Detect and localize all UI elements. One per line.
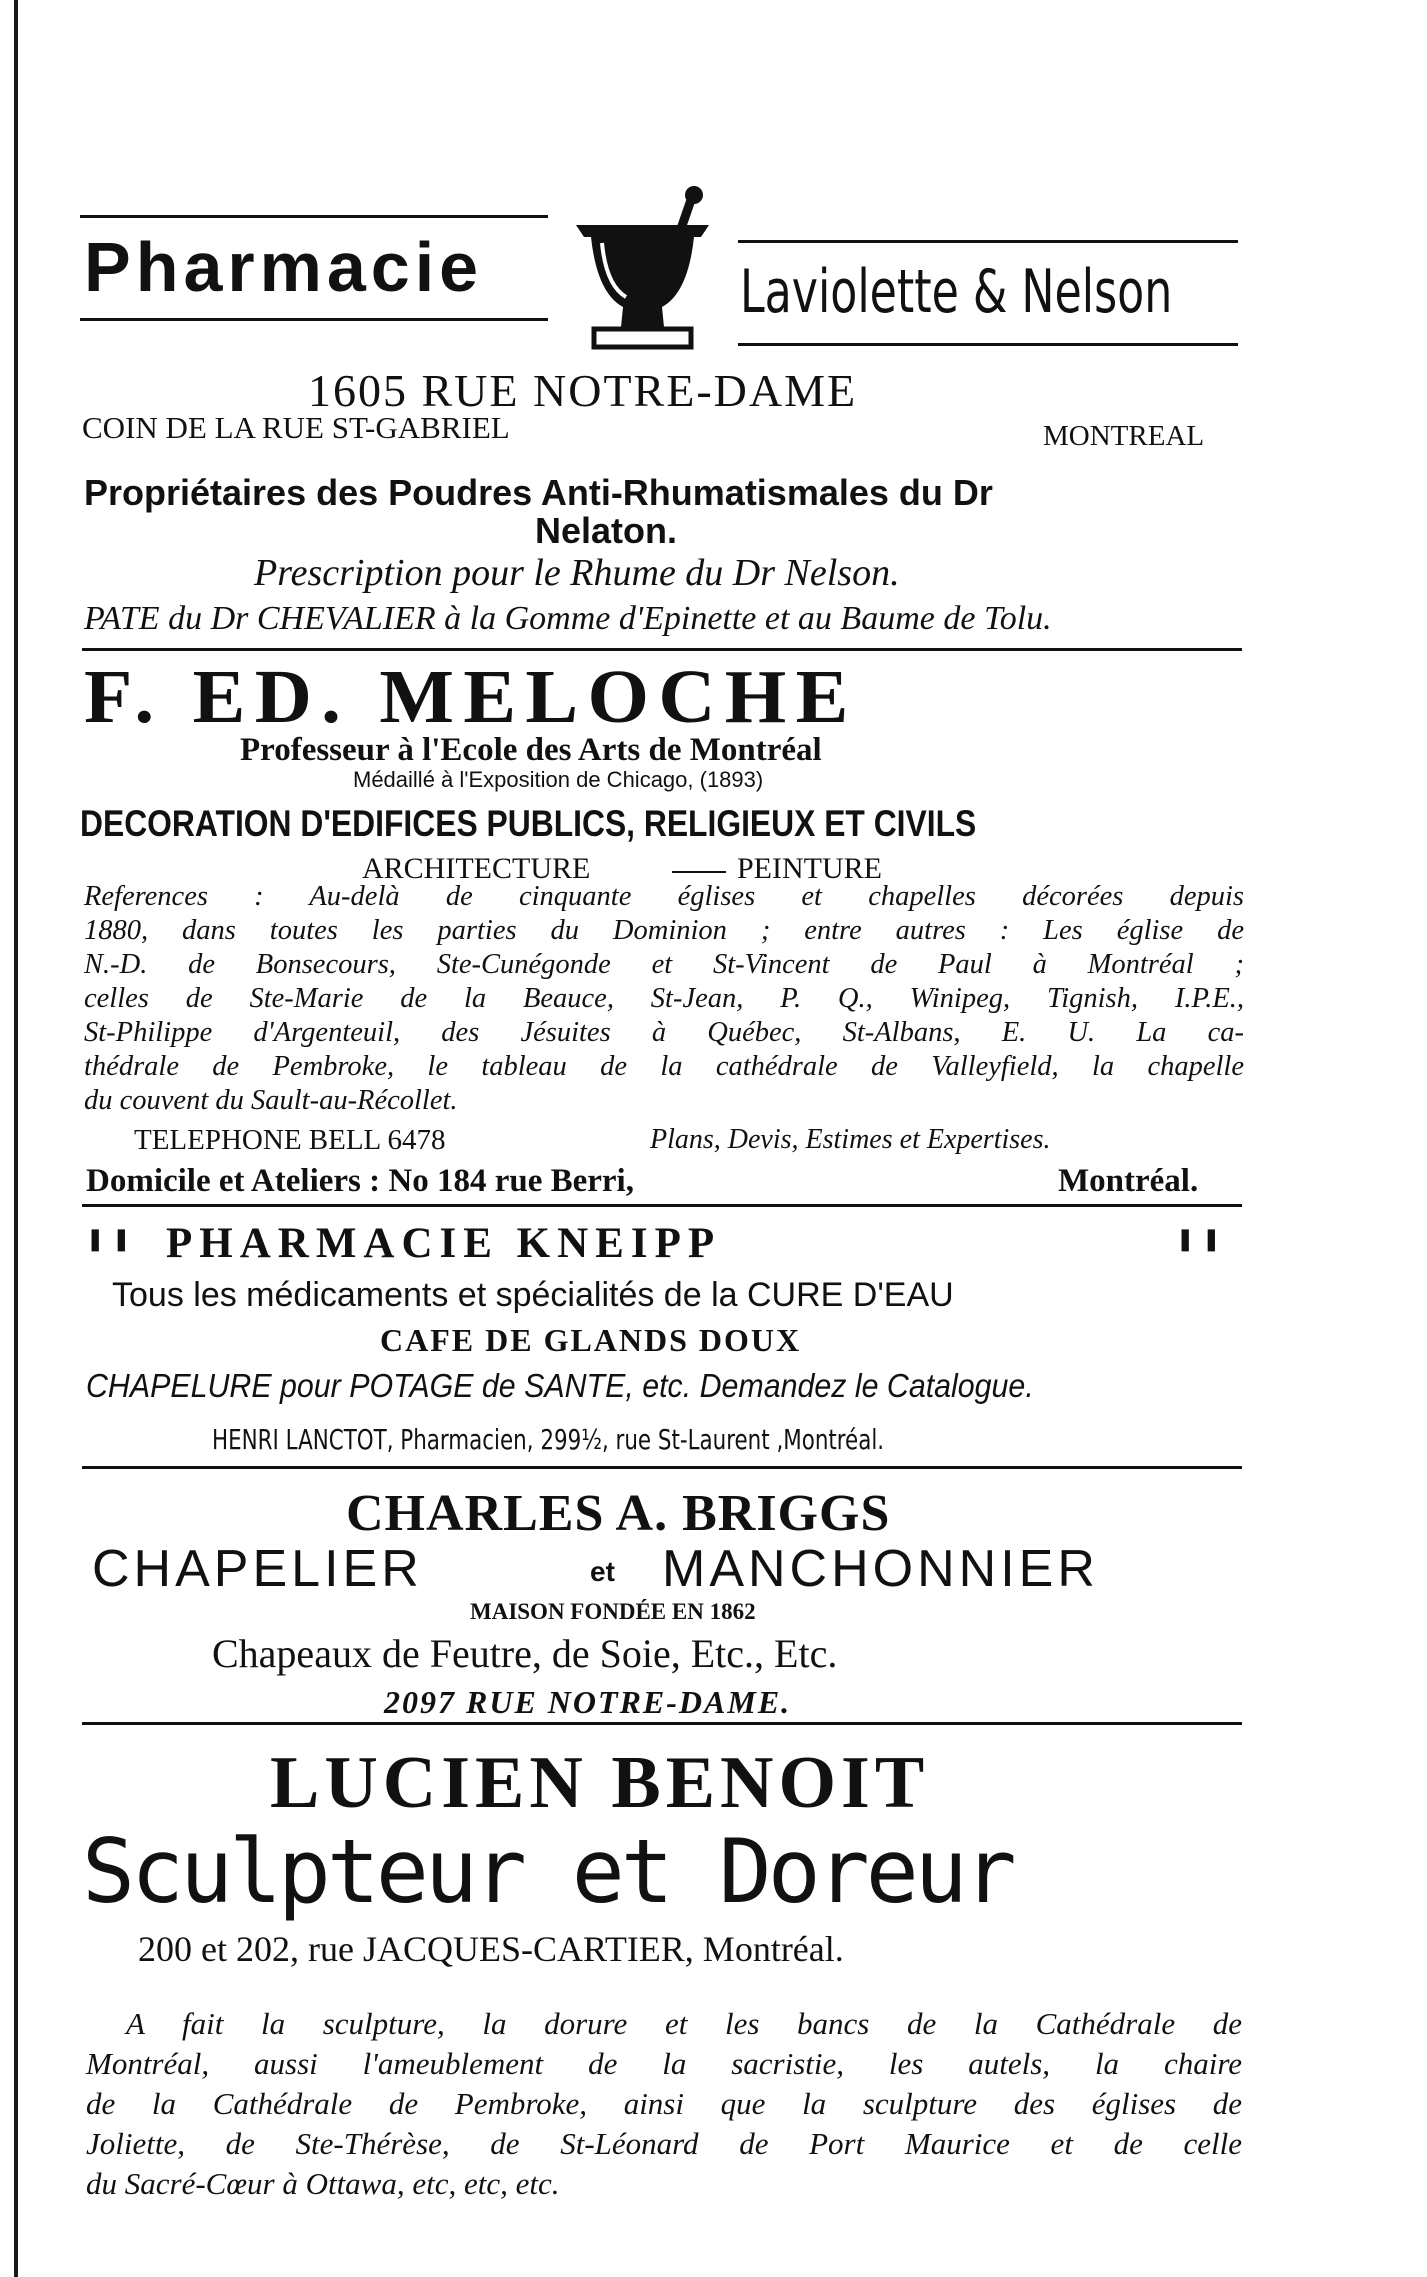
works-line: de la Cathédrale de Pembroke, ainsi que la sculpture des églises de [86, 2086, 1242, 2121]
separator-4 [82, 1722, 1242, 1725]
address-line: 1605 RUE NOTRE-DAME [308, 365, 858, 416]
works-line: du Sacré-Cœur à Ottawa, etc, etc, etc. [86, 2166, 560, 2201]
pate-line: PATE du Dr CHEVALIER à la Gomme d'Epinette et au Baume de Tolu. [84, 600, 1052, 637]
benoit-trade: Sculpteur et Doreur [82, 1820, 1013, 1923]
separator-3 [82, 1466, 1242, 1469]
reference-line: 1880, dans toutes les parties du Dominion ; entre autres : Les église de [84, 915, 1244, 946]
owners-line-1: Propriétaires des Poudres Anti-Rhumatismales du Dr [84, 472, 993, 513]
separator-2 [82, 1204, 1242, 1207]
telephone-line: TELEPHONE BELL 6478 [134, 1124, 446, 1156]
header-rule-right-bottom [738, 343, 1238, 346]
benoit-address: 200 et 202, rue JACQUES-CARTIER, Montréal. [138, 1929, 844, 1969]
owners-line-2: Nelaton. [535, 510, 678, 551]
firm-name: Laviolette & Nelson [740, 257, 1173, 327]
kneipp-line-4: HENRI LANCTOT, Pharmacien, 299½, rue St-Laurent ,Montréal. [212, 1423, 885, 1456]
kneipp-line-3: CHAPELURE pour POTAGE de SANTE, etc. Demandez le Catalogue. [86, 1367, 1034, 1404]
kneipp-ornament-left: ❚ ❚ [86, 1227, 131, 1252]
briggs-goods: Chapeaux de Feutre, de Soie, Etc., Etc. [212, 1631, 838, 1676]
mortar-and-pestle-icon [570, 185, 715, 365]
works-line: Joliette, de Ste-Thérèse, de St-Léonard de Port Maurice et de celle [86, 2126, 1242, 2161]
reference-line: celles de Ste-Marie de la Beauce, St-Jean, P. Q., Winipeg, Tignish, I.P.E., [84, 983, 1244, 1014]
services-line: Plans, Devis, Estimes et Expertises. [650, 1124, 1051, 1155]
city-line: MONTREAL [1043, 420, 1205, 452]
meloche-decoration: DECORATION D'EDIFICES PUBLICS, RELIGIEUX ET CIVILS [80, 803, 977, 844]
corner-line: COIN DE LA RUE ST-GABRIEL [82, 410, 510, 445]
arts-peinture: PEINTURE [737, 852, 882, 885]
works-line: Montréal, aussi l'ameublement de la sacristie, les autels, la chaire [86, 2046, 1242, 2081]
prescription-line: Prescription pour le Rhume du Dr Nelson. [254, 552, 900, 594]
reference-line: thédrale de Pembroke, le tableau de la cathédrale de Valleyfield, la chapelle [84, 1051, 1244, 1082]
kneipp-title: PHARMACIE KNEIPP [166, 1220, 722, 1267]
pharmacie-heading: Pharmacie [84, 228, 484, 306]
reference-line: du couvent du Sault-au-Récollet. [84, 1085, 458, 1116]
kneipp-line-1: Tous les médicaments et spécialités de la CURE D'EAU [112, 1276, 954, 1314]
references-paragraph [84, 880, 1244, 1118]
domicile-line: Domicile et Ateliers : No 184 rue Berri, [86, 1163, 634, 1199]
benoit-name: LUCIEN BENOIT [270, 1742, 930, 1824]
briggs-address: 2097 RUE NOTRE-DAME. [384, 1684, 792, 1720]
reference-line: St-Philippe d'Argenteuil, des Jésuites à Québec, St-Albans, E. U. La ca- [84, 1017, 1244, 1048]
briggs-trade-mid: et [590, 1556, 615, 1587]
briggs-founded: MAISON FONDÉE EN 1862 [470, 1599, 756, 1624]
arts-architecture: ARCHITECTURE [362, 852, 591, 885]
header-rule-left-bottom [80, 318, 548, 321]
page-edge [14, 0, 18, 2277]
meloche-name: F. ED. MELOCHE [84, 655, 858, 739]
briggs-name: CHARLES A. BRIGGS [346, 1485, 891, 1542]
meloche-medal: Médaillé à l'Exposition de Chicago, (1893) [353, 767, 764, 792]
reference-line: N.-D. de Bonsecours, Ste-Cunégonde et St-Vincent de Paul à Montréal ; [84, 949, 1244, 980]
works-line: A fait la sculpture, la dorure et les bancs de la Cathédrale de [126, 2006, 1242, 2041]
reference-line: References : Au-delà de cinquante églises et chapelles décorées depuis [84, 881, 1244, 912]
header-rule-left-top [80, 215, 548, 218]
separator-1 [82, 648, 1242, 651]
meloche-professor: Professeur à l'Ecole des Arts de Montréal [240, 732, 822, 768]
kneipp-line-2: CAFE DE GLANDS DOUX [380, 1322, 802, 1358]
briggs-trade-left: CHAPELIER [92, 1540, 423, 1598]
domicile-city: Montréal. [1058, 1163, 1199, 1199]
header-rule-right-top [738, 240, 1238, 243]
kneipp-ornament-right: ❚ ❚ [1176, 1227, 1221, 1252]
arts-dash [672, 871, 726, 873]
benoit-works-paragraph [86, 2004, 1242, 2204]
briggs-trade-right: MANCHONNIER [662, 1540, 1099, 1598]
